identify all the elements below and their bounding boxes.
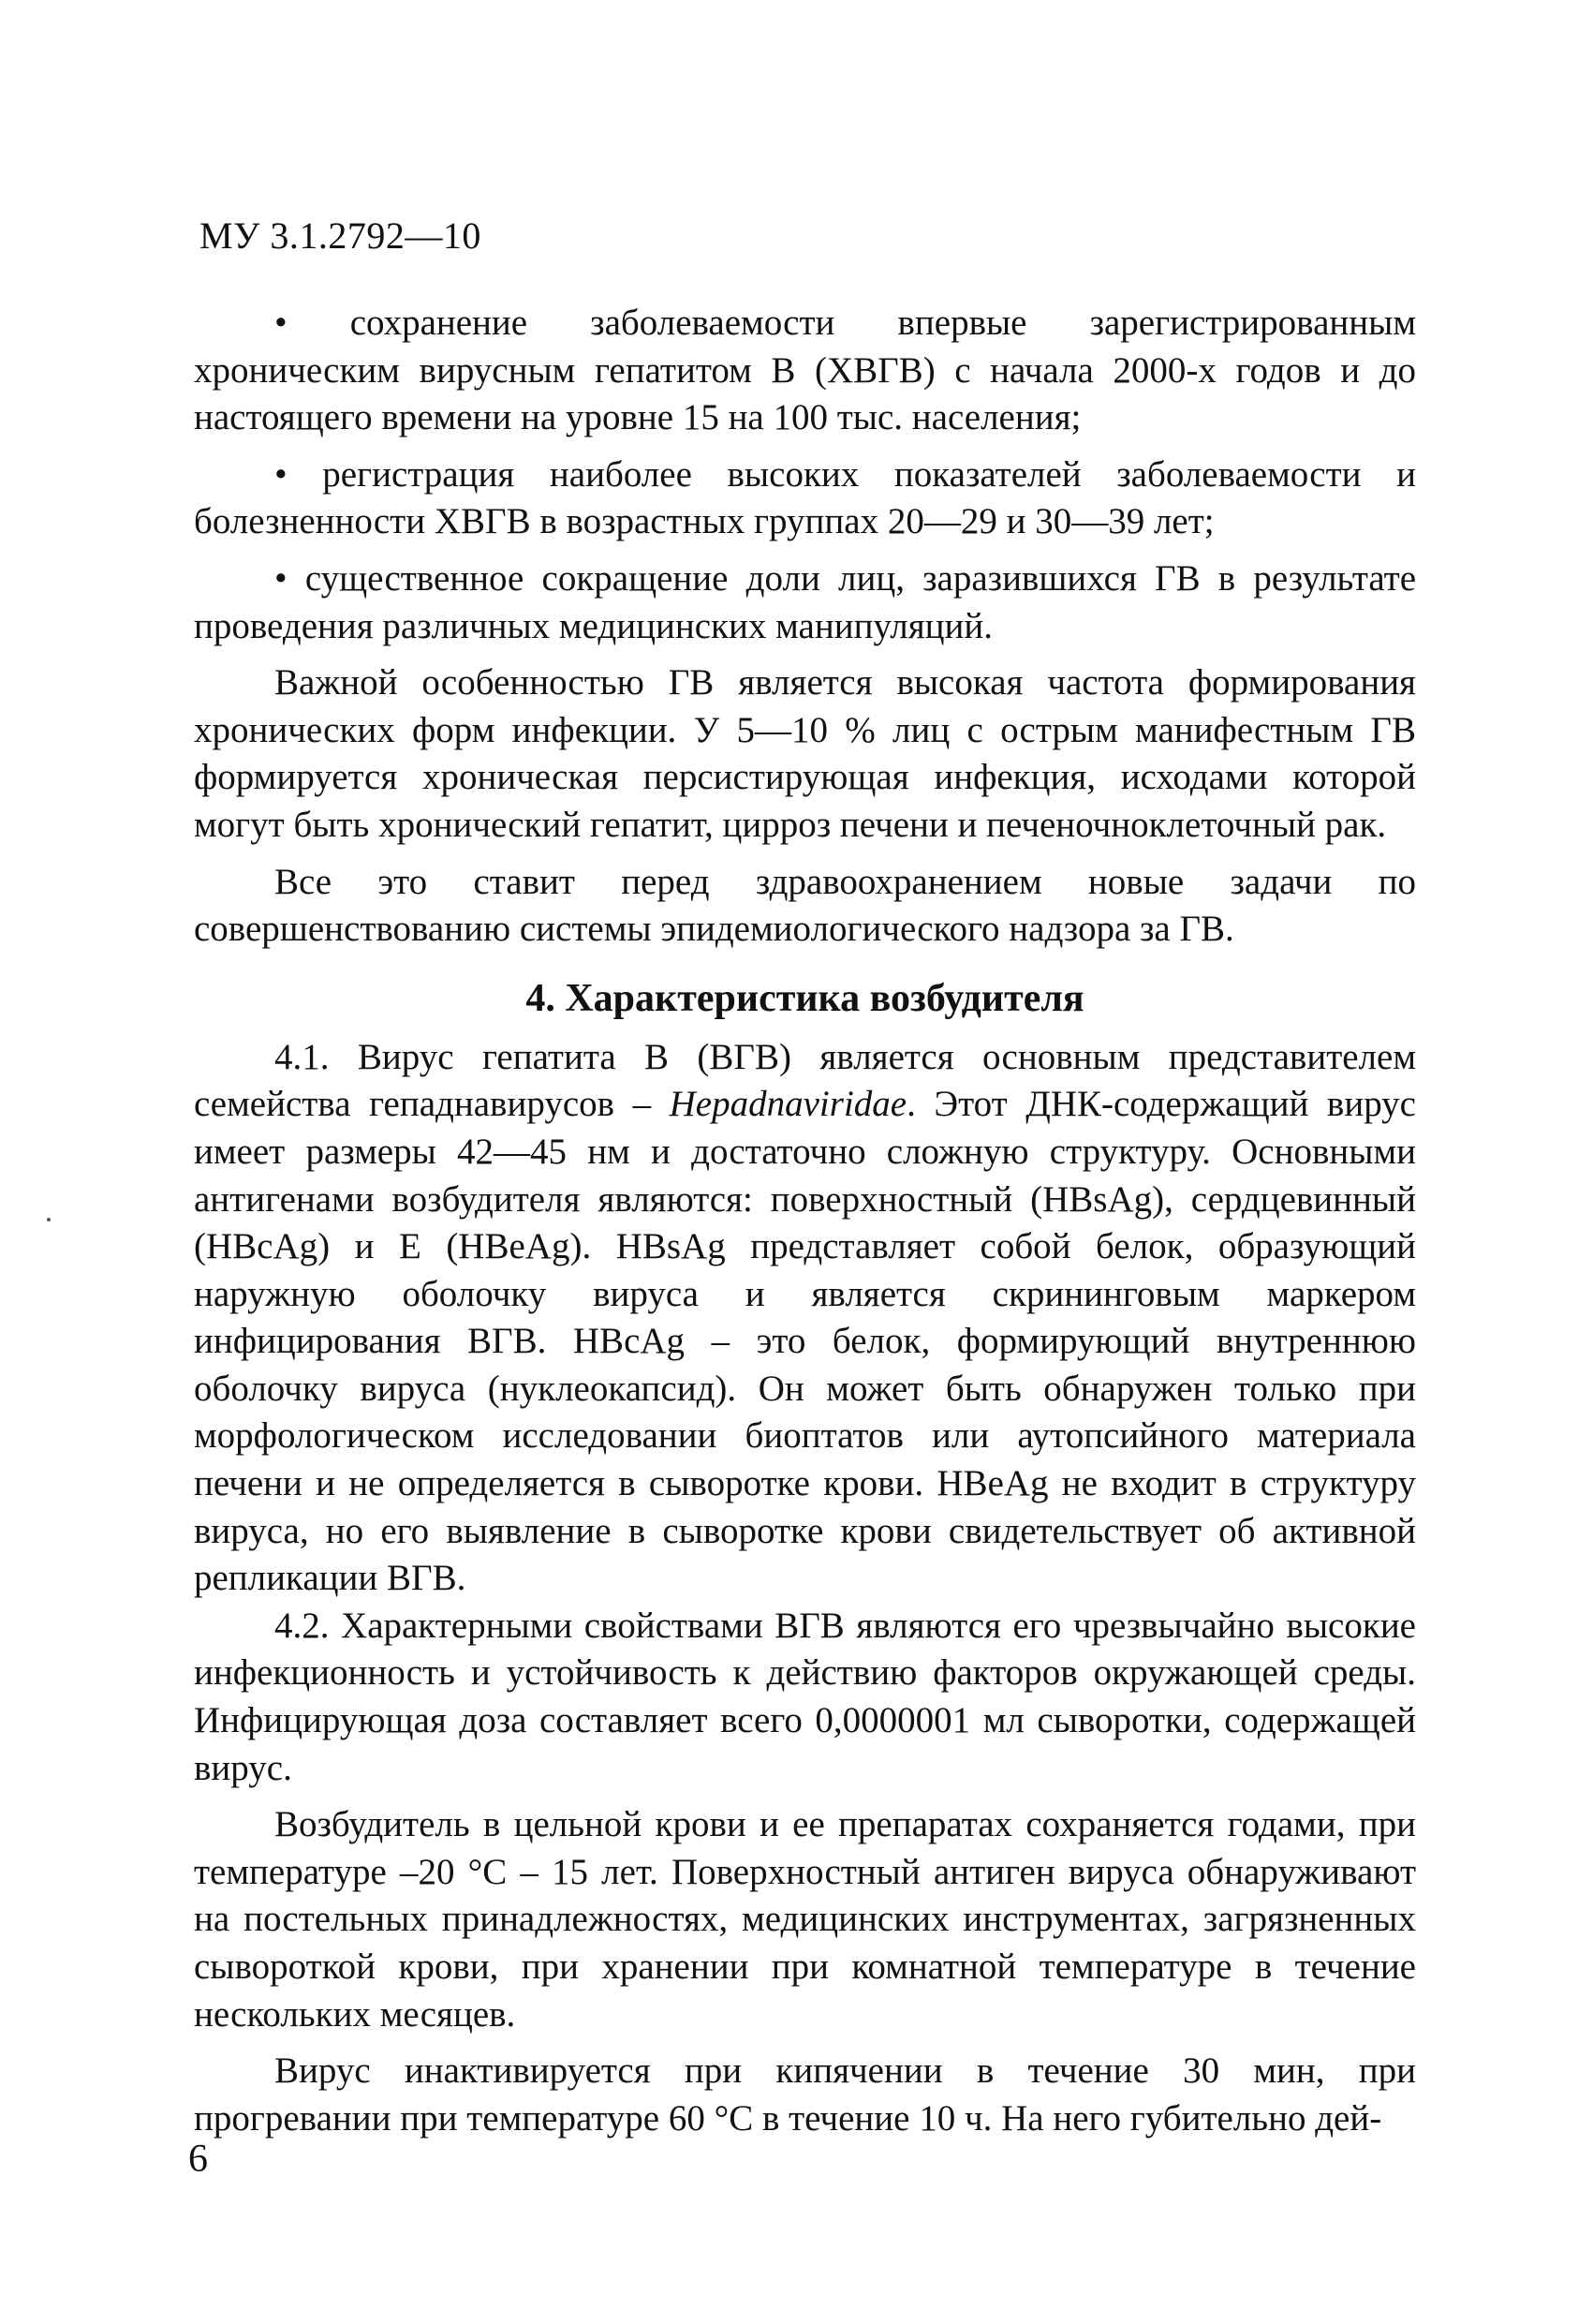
paragraph-4-2: 4.2. Характерными свойствами ВГВ являются его чрезвычайно высокие инфекционность и устойчивость к действию факторов окружающей среды. Инфицирующая доза составляет всего 0,0000001 мл сыворотки, содержащей вирус. — [194, 1605, 1416, 1788]
page-number: 6 — [188, 2138, 208, 2181]
body-text — [194, 300, 1416, 2142]
paragraph-new-tasks: Все это ставит перед здравоохранением новые задачи по совершенствованию системы эпидемиологического надзора за ГВ. — [194, 861, 1416, 950]
paragraph-chronic-forms: Важной особенностью ГВ является высокая частота формирования хронических форм инфекции. У 5—10 % лиц с острым манифестным ГВ формируется хроническая персистирующая инфекция, исходами которой могут быть хронический гепатит, цирроз печени и печеночноклеточный рак. — [194, 662, 1416, 845]
bullet-paragraph-age-groups: • регистрация наиболее высоких показателей заболеваемости и болезненности ХВГВ в возрастных группах 20—29 и 30—39 лет; — [194, 453, 1416, 542]
section-heading: 4. Характеристика возбудителя — [525, 976, 1084, 1020]
paragraph-4-1 — [194, 1034, 1416, 1603]
paragraph-inactivation: Вирус инактивируется при кипячении в течение 30 мин, при прогревании при температуре 60 °С в течение 10 ч. На него губительно дей- — [194, 2050, 1416, 2139]
paragraph-survival: Возбудитель в цельной крови и ее препаратах сохраняется годами, при температуре –20 °С – 15 лет. Поверхностный антиген вируса обнаруживают на постельных принадлежностях, медицинских инструментах, загрязненных сывороткой крови, при хранении при комнатной температуре в течение нескольких месяцев. — [194, 1804, 1416, 2035]
family-name-italic: Hepadnaviridae — [669, 1084, 907, 1125]
bullet-paragraph-incidence: • сохранение заболеваемости впервые зарегистрированным хроническим вирусным гепатитом В (ХВГВ) с начала 2000-х годов и до настоящего времени на уровне 15 на 100 тыс. населения; — [194, 303, 1416, 438]
scan-speck — [47, 1218, 51, 1221]
bullet-paragraph-medical-manipulations: • существенное сокращение доли лиц, заразившихся ГВ в результате проведения различных медицинских манипуляций. — [194, 557, 1416, 646]
paragraph-4-1-start: 4.1. Вирус гепатита В (ВГВ) является основным представителем семейства гепаднавирусов – — [194, 1036, 1416, 1125]
paragraph-4-1-end: . Этот ДНК-содержащий вирус имеет размеры 42—45 нм и достаточно сложную структуру. Основными антигенами возбудителя являются: поверхностный (HBsAg), сердцевинный (HBcAg) и Е (HBeAg). HBsAg представляет собой белок, образующий наружную оболочку вируса и является скрининговым маркером инфицирования ВГВ. HBcAg – это белок, формирующий внутреннюю оболочку вируса (нуклеокапсид). Он может быть обнаружен только при морфологическом исследовании биоптатов или аутопсийного материала печени и не определяется в сыворотке крови. HBeAg не входит в структуру вируса, но его выявление в сыворотке крови свидетельствует об активной репликации ВГВ. — [194, 1084, 1416, 1599]
document-code: МУ 3.1.2792—10 — [199, 215, 481, 257]
